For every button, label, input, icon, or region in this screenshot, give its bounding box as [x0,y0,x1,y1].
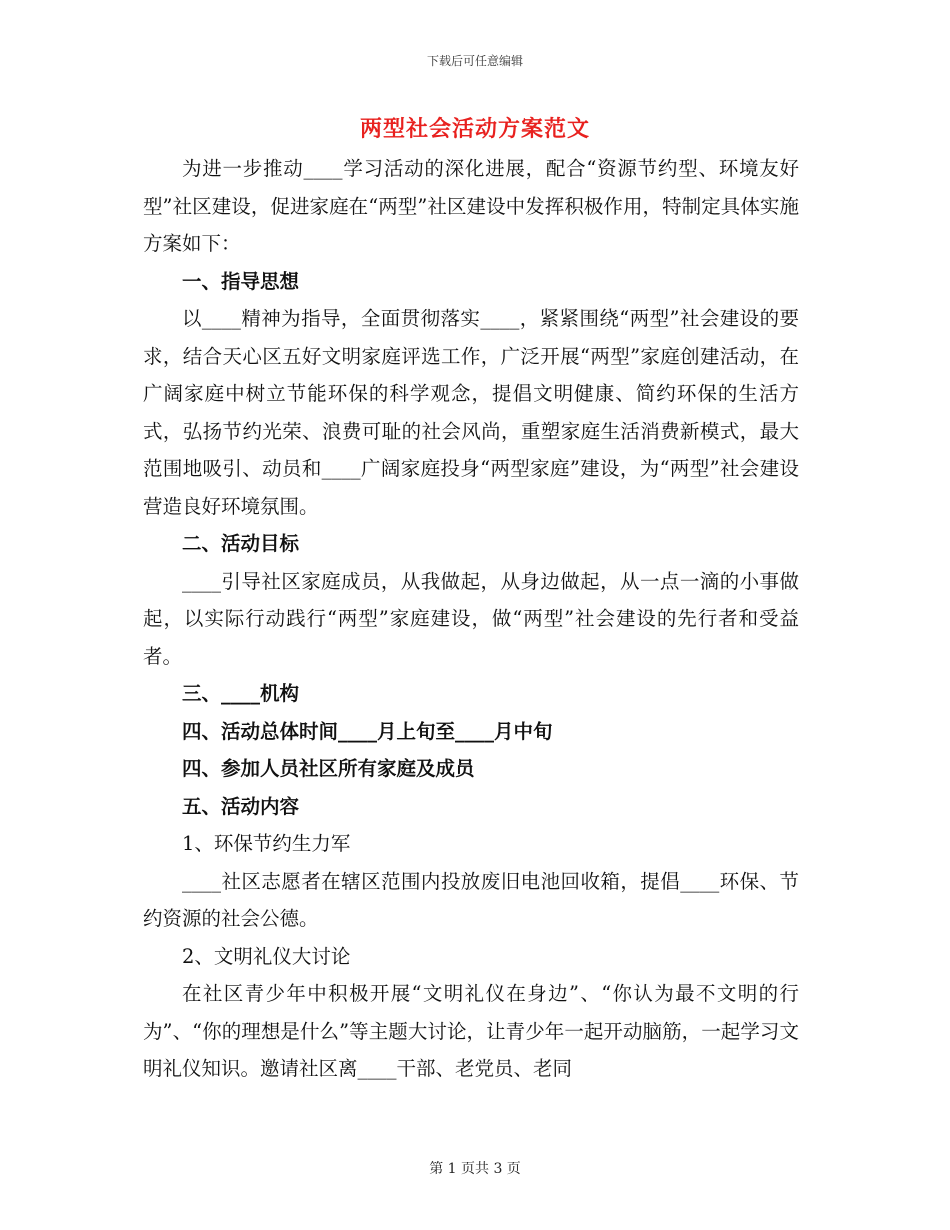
header-note: 下载后可任意编辑 [426,54,523,68]
section-heading-organization: 三、____机构 [182,682,300,705]
eco-paragraph: ____社区志愿者在辖区范围内投放废旧电池回收箱，提倡____环保、节约资源的社会公德。 [143,869,799,930]
etiquette-paragraph: 在社区青少年中积极开展“文明礼仪在身边”、“你认为最不文明的行为”、“你的理想是什么”等主题大讨论，让青少年一起开动脑筋，一起学习文明礼仪知识。邀请社区离____干部、老党员、老同 [143,982,799,1080]
goals-paragraph: ____引导社区家庭成员，从我做起，从身边做起，从一点一滴的小事做起，以实际行动践行“两型”家庭建设，做“两型”社会建设的先行者和受益者。 [143,569,799,668]
document-body [143,150,799,1088]
intro-paragraph: 为进一步推动____学习活动的深化进展，配合“资源节约型、环境友好型”社区建设，促进家庭在“两型”社区建设中发挥积极作用，特制定具体实施方案如下： [143,157,799,255]
section-heading-goals: 二、活动目标 [182,532,300,555]
subheading-eco: 1、环保节约生力军 [182,832,351,855]
page-footer: 第 1 页共 3 页 [429,1161,521,1177]
document-title: 两型社会活动方案范文 [359,116,590,142]
section-heading-content: 五、活动内容 [182,794,300,818]
section-heading-time: 四、活动总体时间____月上旬至____月中旬 [182,719,553,743]
section-heading-participants: 四、参加人员社区所有家庭及成员 [182,757,475,780]
section-heading-guiding-thought: 一、指导思想 [182,269,300,293]
subheading-etiquette: 2、文明礼仪大讨论 [182,944,351,968]
guiding-thought-paragraph: 以____精神为指导，全面贯彻落实____，紧紧围绕“两型”社会建设的要求，结合天心区五好文明家庭评选工作，广泛开展“两型”家庭创建活动，在广阔家庭中树立节能环保的科学观念，提倡文明健康、简约环保的生活方式，弘扬节约光荣、浪费可耻的社会风尚，重塑家庭生活消费新模式，最大范围地吸引、动员和____广阔家庭投身“两型家庭”建设，为“两型”社会建设营造良好环境氛围。 [143,307,799,518]
